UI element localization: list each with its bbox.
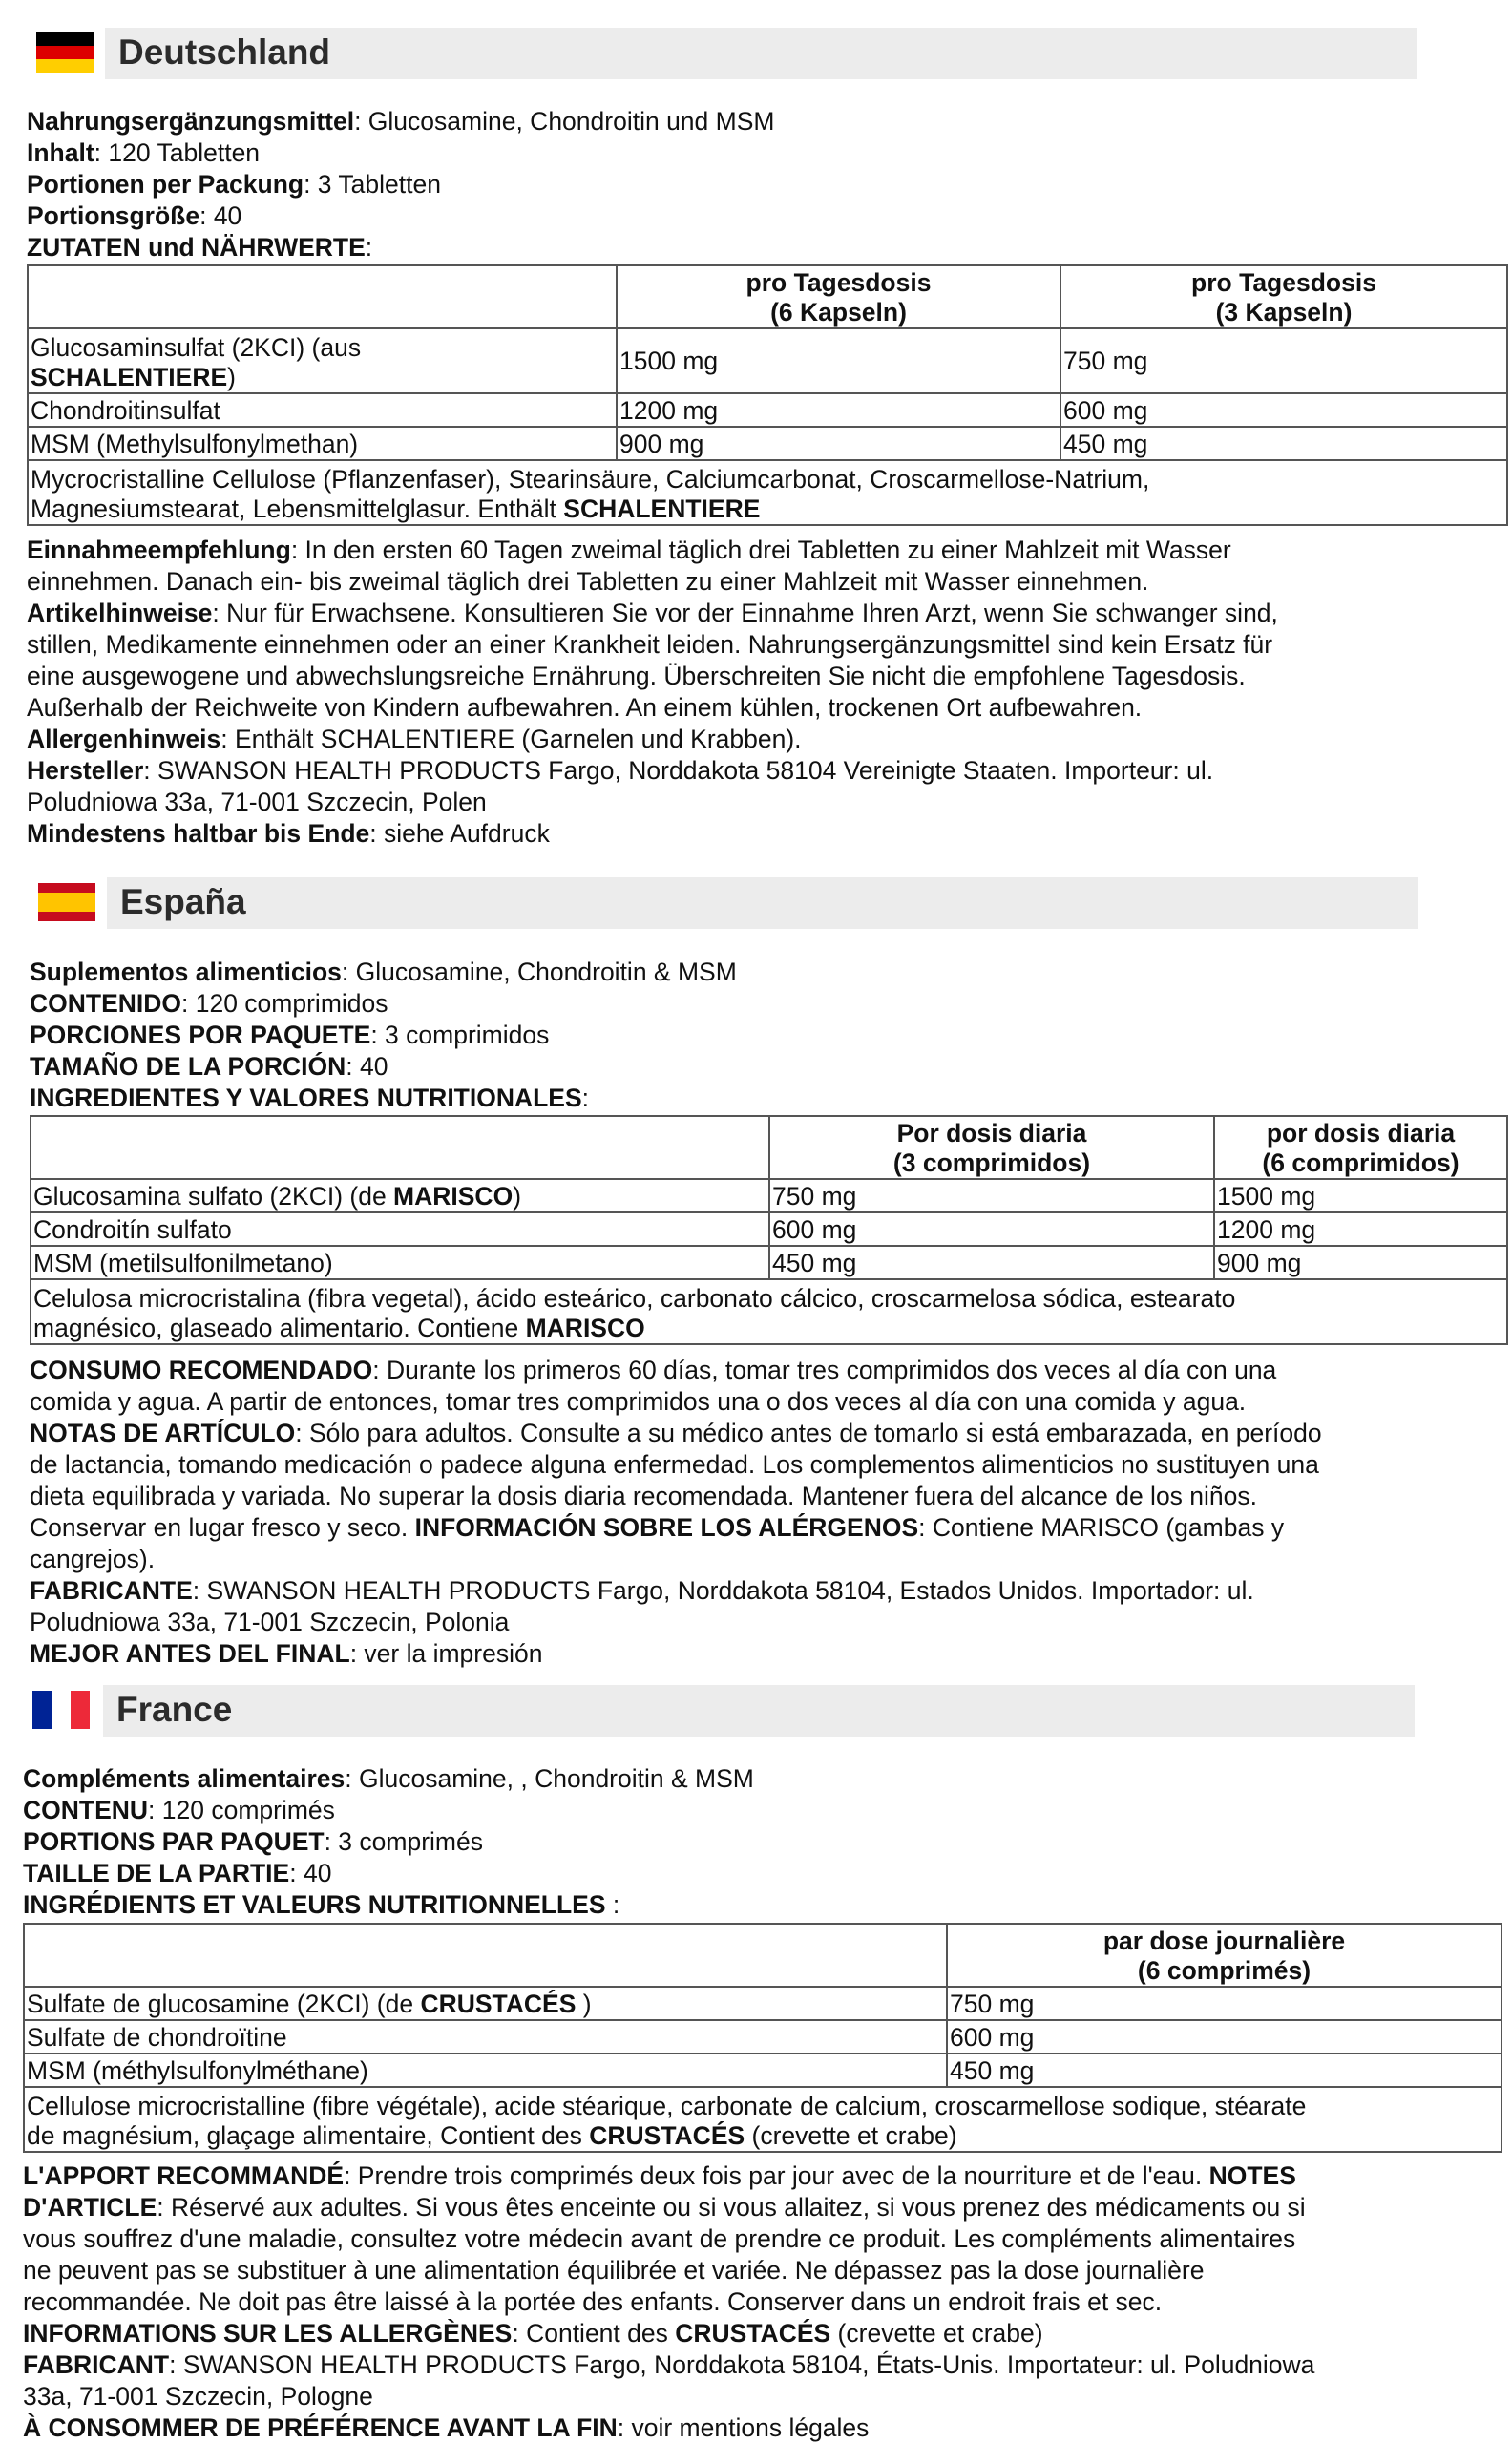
nutrition-table [23, 1923, 1502, 2153]
body-line: FABRICANTE: SWANSON HEALTH PRODUCTS Fargo, Norddakota 58104, Estados Unidos. Importador: ul. [30, 1576, 1254, 1605]
table-row: Glucosamina sulfato (2KCI) (de MARISCO) 750 mg 1500 mg [31, 1179, 1507, 1212]
info-line: Portionen per Packung: 3 Tabletten [27, 170, 441, 199]
body-line: Conservar en lugar fresco y seco. INFORMACIÓN SOBRE LOS ALÉRGENOS: Contiene MARISCO (gambas y [30, 1513, 1285, 1542]
flag-france-icon [32, 1691, 90, 1729]
table-row: Condroitín sulfato 600 mg 1200 mg [31, 1212, 1507, 1246]
body-line: Mindestens haltbar bis Ende: siehe Aufdruck [27, 819, 550, 848]
info-line: INGRÉDIENTS ET VALEURS NUTRITIONNELLES : [23, 1890, 620, 1919]
info-line: Compléments alimentaires: Glucosamine, , Chondroitin & MSM [23, 1764, 754, 1793]
flag-germany-icon [36, 32, 94, 73]
body-line: MEJOR ANTES DEL FINAL: ver la impresión [30, 1639, 543, 1668]
info-line: Suplementos alimenticios: Glucosamine, Chondroitin & MSM [30, 958, 737, 986]
flag-spain-icon [38, 883, 95, 921]
info-line: PORTIONS PAR PAQUET: 3 comprimés [23, 1827, 483, 1856]
table-row: Glucosaminsulfat (2KCI) (aus SCHALENTIERE) 1500 mg 750 mg [28, 328, 1507, 393]
body-line: INFORMATIONS SUR LES ALLERGÈNES: Contient des CRUSTACÉS (crevette et crabe) [23, 2319, 1043, 2348]
table-row: Celulosa microcristalina (fibra vegetal), ácido esteárico, carbonato cálcico, croscarmelosa sódica, estearato magnésico, glaseado alimentario. Contiene MARISCO [31, 1279, 1507, 1344]
body-line: einnehmen. Danach ein- bis zweimal täglich drei Tabletten zu einer Mahlzeit mit Wasser einnehmen. [27, 567, 1149, 596]
section-title: Deutschland [118, 32, 331, 72]
body-line: CONSUMO RECOMENDADO: Durante los primeros 60 días, tomar tres comprimidos dos veces al día con una [30, 1356, 1277, 1384]
info-line: INGREDIENTES Y VALORES NUTRITIONALES: [30, 1084, 590, 1112]
body-line: FABRICANT: SWANSON HEALTH PRODUCTS Fargo, Norddakota 58104, États-Unis. Importateur: ul. Poludniowa [23, 2350, 1315, 2379]
section-heading-es [107, 877, 1418, 929]
body-line: vous souffrez d'une maladie, consultez votre médecin avant de prendre ce produit. Les compléments alimentaires [23, 2224, 1296, 2253]
body-line: Poludniowa 33a, 71-001 Szczecin, Polen [27, 788, 487, 816]
body-line: de lactancia, tomando medicación o padece alguna enfermedad. Los complementos alimenticios no sustituyen una [30, 1450, 1319, 1479]
info-line: PORCIONES POR PAQUETE: 3 comprimidos [30, 1021, 550, 1049]
column-header: Por dosis diaria (3 comprimidos) [769, 1116, 1214, 1179]
info-line: Nahrungsergänzungsmittel: Glucosamine, Chondroitin und MSM [27, 107, 775, 136]
section-heading-de [105, 28, 1417, 79]
body-line: cangrejos). [30, 1545, 156, 1573]
section-heading-fr [103, 1685, 1415, 1737]
column-header: pro Tagesdosis (3 Kapseln) [1060, 265, 1507, 328]
info-line: Inhalt: 120 Tabletten [27, 138, 261, 167]
body-line: eine ausgewogene und abwechslungsreiche Ernährung. Überschreiten Sie nicht die empfohlene Tagesdosis. [27, 662, 1246, 690]
body-line: D'ARTICLE: Réservé aux adultes. Si vous êtes enceinte ou si vous allaitez, si vous prenez des médicaments ou si [23, 2193, 1306, 2222]
body-line: Außerhalb der Reichweite von Kindern aufbewahren. An einem kühlen, trockenen Ort aufbewahren. [27, 693, 1143, 722]
body-line: dieta equilibrada y variada. No superar la dosis diaria recomendada. Mantener fuera del alcance de los niños. [30, 1482, 1258, 1510]
table-row: MSM (Methylsulfonylmethan) 900 mg 450 mg [28, 427, 1507, 460]
info-line: CONTENU: 120 comprimés [23, 1796, 335, 1824]
body-line: 33a, 71-001 Szczecin, Pologne [23, 2382, 373, 2411]
body-line: Artikelhinweise: Nur für Erwachsene. Konsultieren Sie vor der Einnahme Ihren Arzt, wenn Sie schwanger sind, [27, 599, 1278, 627]
body-line: comida y agua. A partir de entonces, tomar tres comprimidos una o dos veces al día con una comida y agua. [30, 1387, 1247, 1416]
nutrition-table [30, 1115, 1508, 1345]
table-row: MSM (méthylsulfonylméthane) 450 mg [24, 2054, 1502, 2087]
table-row: MSM (metilsulfonilmetano) 450 mg 900 mg [31, 1246, 1507, 1279]
info-line: CONTENIDO: 120 comprimidos [30, 989, 388, 1018]
info-line: TAILLE DE LA PARTIE: 40 [23, 1859, 332, 1887]
nutrition-table [27, 264, 1508, 526]
body-line: Einnahmeempfehlung: In den ersten 60 Tagen zweimal täglich drei Tabletten zu einer Mahlzeit mit Wasser [27, 536, 1231, 564]
table-row: Mycrocristalline Cellulose (Pflanzenfaser), Stearinsäure, Calciumcarbonat, Croscarmellose-Natrium, Magnesiumstearat, Lebensmittelglasur. Enthält SCHALENTIERE [28, 460, 1507, 525]
column-header: por dosis diaria (6 comprimidos) [1214, 1116, 1507, 1179]
table-row: Cellulose microcristalline (fibre végétale), acide stéarique, carbonate de calcium, croscarmellose sodique, stéarate de magnésium, glaçage alimentaire, Contient des CRUSTACÉS (crevette et crabe) [24, 2087, 1502, 2152]
body-line: L'APPORT RECOMMANDÉ: Prendre trois comprimés deux fois par jour avec de la nourriture et de l'eau. NOTES [23, 2161, 1296, 2190]
body-line: Hersteller: SWANSON HEALTH PRODUCTS Fargo, Norddakota 58104 Vereinigte Staaten. Importeur: ul. [27, 756, 1214, 785]
body-line: ne peuvent pas se substituer à une alimentation équilibrée et variée. Ne dépassez pas la dose journalière [23, 2256, 1205, 2285]
column-header: pro Tagesdosis (6 Kapseln) [617, 265, 1060, 328]
column-header: par dose journalière (6 comprimés) [947, 1924, 1502, 1987]
section-title: España [120, 882, 246, 921]
section-title: France [116, 1690, 233, 1729]
info-line: ZUTATEN und NÄHRWERTE: [27, 233, 373, 262]
table-row: Sulfate de glucosamine (2KCI) (de CRUSTACÉS ) 750 mg [24, 1987, 1502, 2020]
table-row: Chondroitinsulfat 1200 mg 600 mg [28, 393, 1507, 427]
info-line: TAMAÑO DE LA PORCIÓN: 40 [30, 1052, 388, 1081]
body-line: Allergenhinweis: Enthält SCHALENTIERE (Garnelen und Krabben). [27, 725, 802, 753]
body-line: recommandée. Ne doit pas être laissé à la portée des enfants. Conserver dans un endroit frais et sec. [23, 2287, 1163, 2316]
body-line: NOTAS DE ARTÍCULO: Sólo para adultos. Consulte a su médico antes de tomarlo si está embarazada, en período [30, 1419, 1322, 1447]
info-line: Portionsgröße: 40 [27, 201, 242, 230]
body-line: À CONSOMMER DE PRÉFÉRENCE AVANT LA FIN: voir mentions légales [23, 2413, 870, 2442]
table-row: Sulfate de chondroïtine 600 mg [24, 2020, 1502, 2054]
body-line: stillen, Medikamente einnehmen oder an einer Krankheit leiden. Nahrungsergänzungsmittel sind kein Ersatz für [27, 630, 1273, 659]
body-line: Poludniowa 33a, 71-001 Szczecin, Polonia [30, 1608, 510, 1636]
